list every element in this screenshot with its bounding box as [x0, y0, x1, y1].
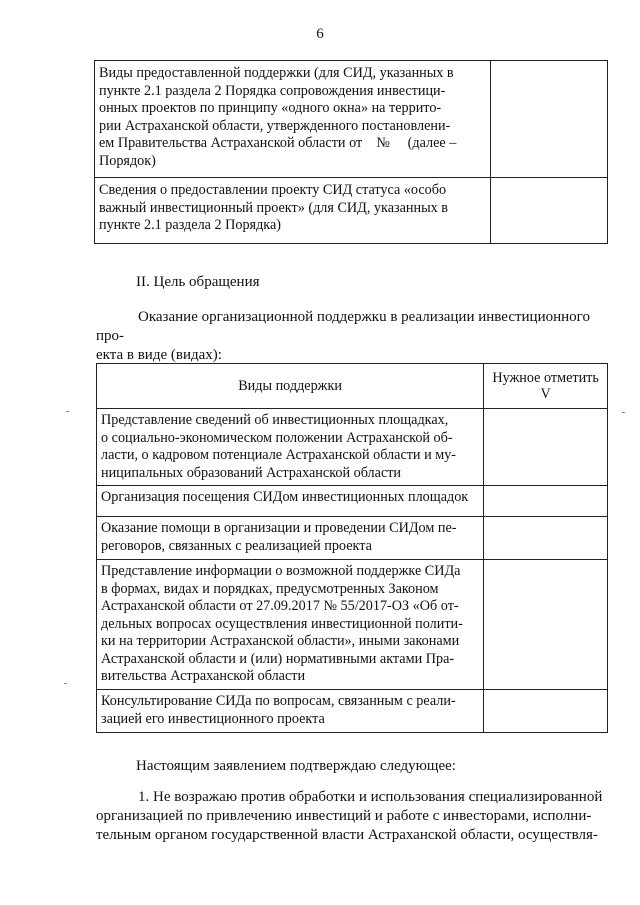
- support-type-label: [97, 560, 484, 690]
- table-row: [97, 690, 608, 733]
- mark-cell[interactable]: [484, 486, 608, 517]
- text-line: онных проектов по принципу «одного окна» на террито-: [99, 100, 442, 116]
- text-line: дельных вопросах осуществления инвестиционной полити-: [101, 615, 463, 632]
- text-line: ем Правительства Астраханской области от № (далее –: [99, 135, 457, 151]
- text-line: в формах, видах и порядках, предусмотренных Законом: [101, 580, 439, 597]
- text-line: пункте 2.1 раздела 2 Порядка): [99, 217, 282, 233]
- text-line: Виды предоставленной поддержки (для СИД, указанных в: [99, 65, 454, 81]
- column-header-support-types: Виды поддержки: [97, 364, 484, 409]
- confirm-intro: Настоящим заявлением подтверждаю следующее:: [136, 758, 456, 774]
- section-title: II. Цель обращения: [136, 274, 260, 290]
- row-label: [95, 61, 491, 178]
- text-line: о социально-экономическом положении Астраханской об-: [101, 429, 453, 446]
- header-line: Нужное отметить: [492, 370, 599, 386]
- mark-cell[interactable]: [484, 560, 608, 690]
- support-provided-table: [94, 60, 608, 244]
- text-line: тельным органом государственной власти Астраханской области, осуществля-: [96, 827, 598, 843]
- text-line: ки на территории Астраханской области», иными законами: [101, 633, 460, 649]
- scan-speck: [64, 683, 67, 684]
- text-line: Астраханской области и (или) нормативными актами Пра-: [101, 650, 455, 667]
- text-line: рии Астраханской области, утвержденного постановлени-: [99, 117, 451, 134]
- text-line: ласти, о кадровом потенциале Астраханской области и му-: [101, 447, 457, 463]
- page-number: 6: [316, 26, 324, 42]
- text-line: Представление информации о возможной поддержке СИДа: [101, 563, 461, 579]
- table-row: [95, 61, 608, 178]
- table-row: [97, 517, 608, 560]
- text-line: важный инвестиционный проект» (для СИД, указанных в: [99, 199, 448, 216]
- section-intro: [96, 308, 610, 365]
- confirm-item-1: [96, 788, 610, 845]
- column-header-mark: [484, 364, 608, 409]
- text-line: организацией по привлечению инвестиций и работе с инвесторами, исполни-: [96, 808, 592, 824]
- mark-cell[interactable]: [484, 517, 608, 560]
- mark-cell[interactable]: [484, 409, 608, 486]
- text-line: Консультирование СИДа по вопросам, связанным с реали-: [101, 693, 456, 709]
- text-line: Оказание помощи в организации и проведении СИДом пе-: [101, 520, 457, 536]
- support-type-label: [97, 690, 484, 733]
- table-row: [97, 409, 608, 486]
- checkmark-symbol: V: [540, 386, 551, 402]
- table-row: [97, 486, 608, 517]
- text-line: реговоров, связанных с реализацией проекта: [101, 537, 372, 554]
- text-line: вительства Астраханской области: [101, 668, 306, 684]
- row-label: [95, 178, 491, 244]
- mark-cell[interactable]: [484, 690, 608, 733]
- table-row: [97, 560, 608, 690]
- support-type-label: [97, 486, 484, 517]
- text-line: екта в виде (видах):: [96, 347, 222, 363]
- support-type-label: [97, 409, 484, 486]
- value-cell[interactable]: [491, 61, 608, 178]
- table-header-row: [97, 364, 608, 409]
- text-line: пункте 2.1 раздела 2 Порядка сопровождения инвестици-: [99, 82, 446, 99]
- text-line: Представление сведений об инвестиционных площадках,: [101, 412, 449, 428]
- scan-speck: [622, 412, 625, 413]
- text-line: ниципальных образований Астраханской области: [101, 464, 402, 481]
- text-line: 1. Не возражаю против обработки и использования специализированной: [138, 789, 603, 805]
- text-line: Астраханской области от 27.09.2017 № 55/2017-ОЗ «Об от-: [101, 598, 459, 614]
- text-line: Порядок): [99, 152, 156, 169]
- value-cell[interactable]: [491, 178, 608, 244]
- scan-speck: [66, 411, 69, 412]
- text-line: Организация посещения СИДом инвестиционных площадок: [101, 489, 469, 505]
- table-row: [95, 178, 608, 244]
- support-type-label: [97, 517, 484, 560]
- text-line: Сведения о предоставлении проекту СИД статуса «особо: [99, 182, 447, 198]
- text-line: зацией его инвестиционного проекта: [101, 710, 325, 727]
- support-types-table: [96, 363, 608, 733]
- text-line: Оказание организационной поддержкu в реализации инвестиционного про-: [96, 309, 590, 344]
